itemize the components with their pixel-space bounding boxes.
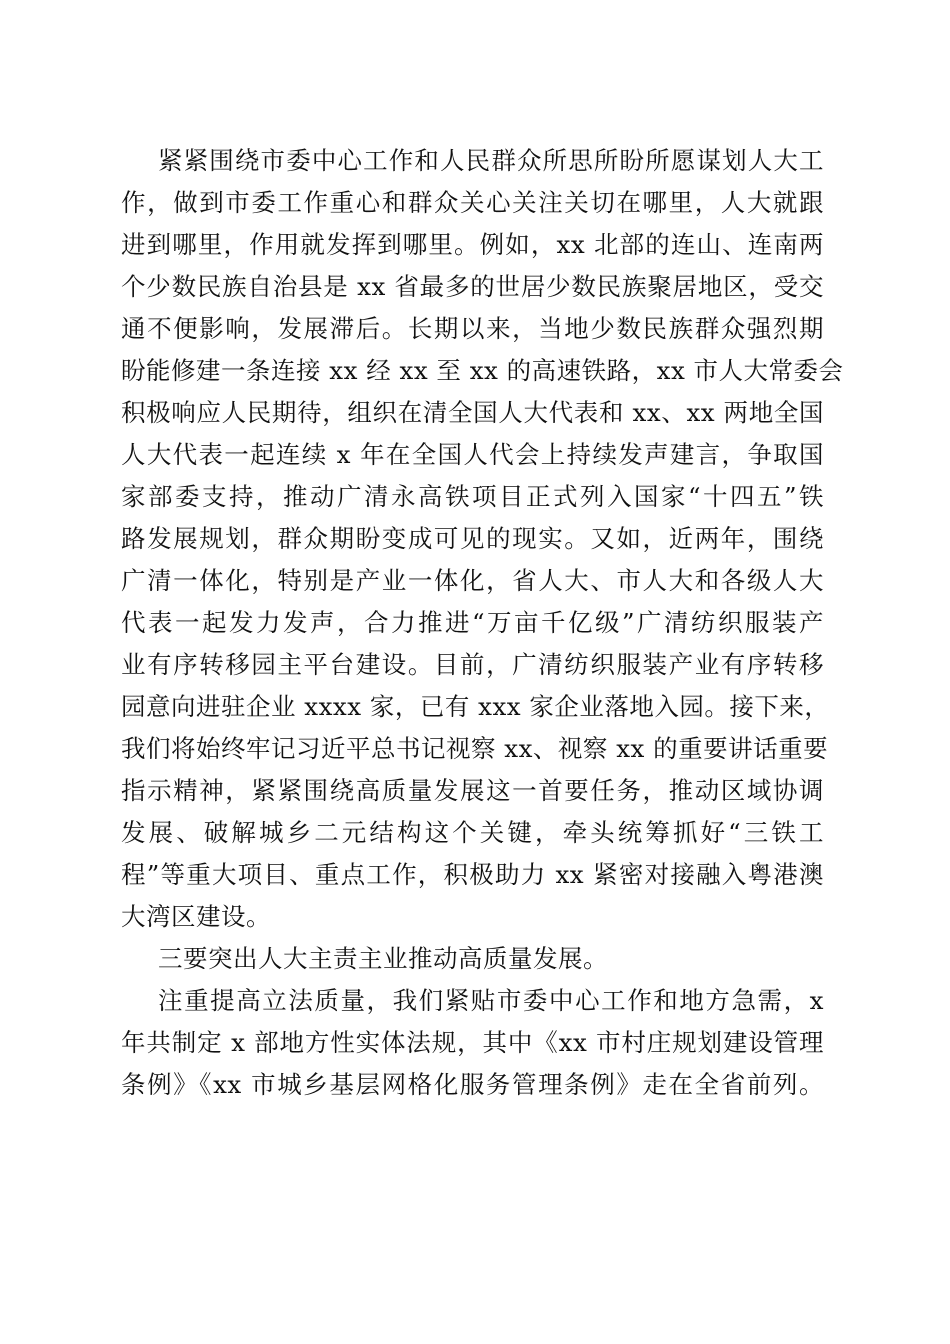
text-line: 年共制定 x 部地方性实体法规，其中《xx 市村庄规划建设管理 [121,1028,824,1057]
text-line: 作，做到市委工作重心和群众关心关注关切在哪里，人大就跟 [121,188,824,217]
text-line: 进到哪里，作用就发挥到哪里。例如，xx 北部的连山、连南两 [121,230,824,259]
text-line: 个少数民族自治县是 xx 省最多的世居少数民族聚居地区，受交 [121,272,824,301]
text-line: 条例》《xx 市城乡基层网格化服务管理条例》走在全省前列。 [121,1070,824,1099]
text-line: 积极响应人民期待，组织在清全国人大代表和 xx、xx 两地全国 [121,398,824,427]
text-line: 业有序转移园主平台建设。目前，广清纺织服装产业有序转移 [121,650,824,679]
text-line: 园意向进驻企业 xxxx 家，已有 xxx 家企业落地入园。接下来， [121,692,830,721]
text-line: 家部委支持，推动广清永高铁项目正式列入国家“十四五”铁 [121,482,824,511]
text-line: 发展、破解城乡二元结构这个关键，牵头统筹抓好“三铁工 [121,818,824,847]
text-line: 代表一起发力发声，合力推进“万亩千亿级”广清纺织服装产 [121,608,824,637]
text-line: 路发展规划，群众期盼变成可见的现实。又如，近两年，围绕 [121,524,824,553]
text-line: 广清一体化，特别是产业一体化，省人大、市人大和各级人大 [121,566,824,595]
text-line: 通不便影响，发展滞后。长期以来，当地少数民族群众强烈期 [121,314,824,343]
text-line: 紧紧围绕市委中心工作和人民群众所思所盼所愿谋划人大工 [158,146,824,175]
text-line: 注重提高立法质量，我们紧贴市委中心工作和地方急需，x [158,986,824,1015]
text-line: 大湾区建设。 [121,902,271,931]
text-line: 我们将始终牢记习近平总书记视察 xx、视察 xx 的重要讲话重要 [121,734,829,763]
text-line: 人大代表一起连续 x 年在全国人代会上持续发声建言，争取国 [121,440,824,469]
text-line: 指示精神，紧紧围绕高质量发展这一首要任务，推动区域协调 [121,776,824,805]
section-heading: 三要突出人大主责主业推动高质量发展。 [158,944,608,973]
text-line: 盼能修建一条连接 xx 经 xx 至 xx 的高速铁路，xx 市人大常委会 [121,356,844,385]
text-line: 程”等重大项目、重点工作，积极助力 xx 紧密对接融入粤港澳 [121,860,824,889]
